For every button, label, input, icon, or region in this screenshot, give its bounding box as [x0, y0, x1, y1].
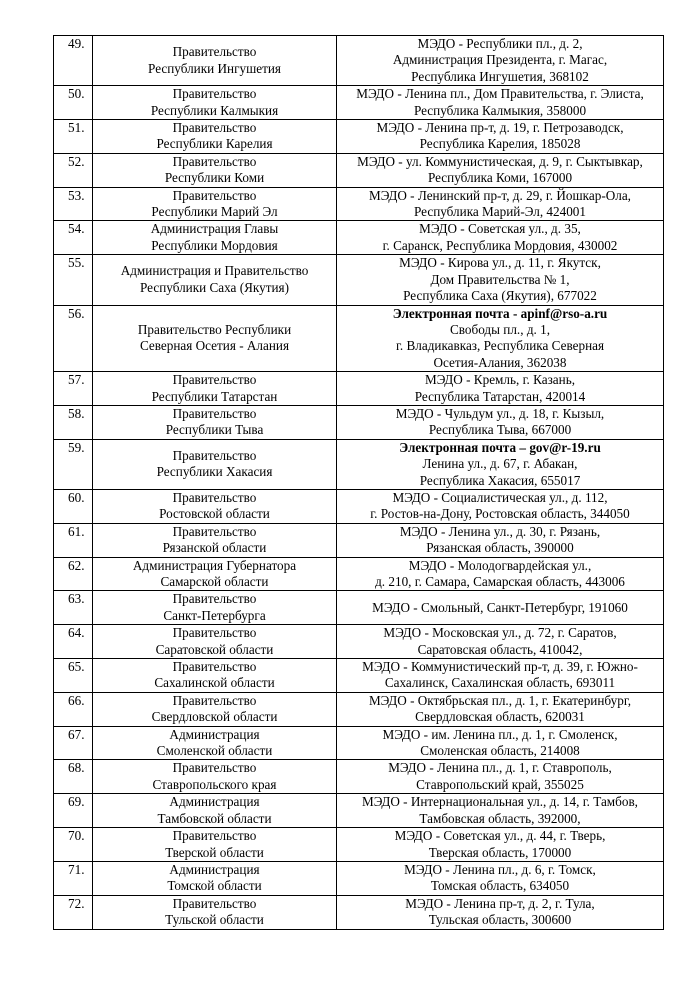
- address-cell: [337, 692, 664, 726]
- address-line: МЭДО - Интернациональная ул., д. 14, г. Тамбов,: [362, 794, 638, 810]
- organization-name-line: Республики Тыва: [165, 422, 264, 438]
- organization-cell: [93, 591, 337, 625]
- address-line: МЭДО - Кремль, г. Казань,: [424, 372, 576, 388]
- organization-name-line: Правительство: [172, 44, 257, 60]
- address-line: Осетия-Алания, 362038: [433, 354, 567, 370]
- table-row: [54, 372, 664, 406]
- table-body: [54, 36, 664, 930]
- table-row: [54, 861, 664, 895]
- address-cell: [337, 36, 664, 86]
- row-number: 56.: [54, 305, 93, 372]
- address-line: Свободы пл., д. 1,: [449, 321, 551, 337]
- address-cell: [337, 86, 664, 120]
- table-row: [54, 895, 664, 929]
- organization-cell: [93, 372, 337, 406]
- address-cell: [337, 523, 664, 557]
- row-number: 72.: [54, 895, 93, 929]
- address-line: МЭДО - ул. Коммунистическая, д. 9, г. Сыктывкар,: [357, 153, 643, 169]
- address-line: г. Саранск, Республика Мордовия, 430002: [382, 237, 618, 253]
- address-cell: [337, 187, 664, 221]
- address-cell: [337, 794, 664, 828]
- table-row: [54, 120, 664, 154]
- address-line: МЭДО - Коммунистический пр-т, д. 39, г. Южно-: [362, 659, 638, 675]
- organization-cell: [93, 895, 337, 929]
- document-page: [53, 35, 663, 930]
- table-row: [54, 187, 664, 221]
- organization-name-line: Правительство: [172, 447, 257, 463]
- table-row: [54, 439, 664, 489]
- table-row: [54, 557, 664, 591]
- address-line: Республика Саха (Якутия), 677022: [403, 288, 597, 304]
- organization-cell: [93, 36, 337, 86]
- address-line: Тамбовская область, 392000,: [419, 810, 581, 826]
- organization-cell: [93, 625, 337, 659]
- address-line: МЭДО - Социалистическая ул., д. 112,: [392, 489, 608, 505]
- table-row: [54, 523, 664, 557]
- address-cell: [337, 895, 664, 929]
- address-cell: [337, 405, 664, 439]
- address-cell: [337, 861, 664, 895]
- organization-cell: [93, 439, 337, 489]
- organization-name-line: Администрация Губернатора: [132, 557, 297, 573]
- address-line: МЭДО - Октябрьская пл., д. 1, г. Екатеринбург,: [368, 692, 632, 708]
- address-cell: [337, 305, 664, 372]
- organization-name-line: Правительство: [172, 760, 257, 776]
- address-line: Рязанская область, 390000: [426, 540, 574, 556]
- address-cell: [337, 557, 664, 591]
- organization-name-line: Республики Коми: [164, 170, 265, 186]
- address-line: МЭДО - Ленина ул., д. 30, г. Рязань,: [399, 523, 601, 539]
- organization-name-line: Республики Калмыкия: [150, 102, 279, 118]
- organization-name-line: Республики Татарстан: [151, 388, 278, 404]
- row-number: 55.: [54, 255, 93, 305]
- organization-name-line: Правительство: [172, 489, 257, 505]
- address-line: МЭДО - Смольный, Санкт-Петербург, 191060: [372, 599, 628, 615]
- organization-name-line: Самарской области: [160, 574, 269, 589]
- address-cell: [337, 625, 664, 659]
- address-line: Смоленская область, 214008: [420, 743, 580, 759]
- address-cell: [337, 591, 664, 625]
- organization-name-line: Республики Хакасия: [156, 464, 273, 480]
- row-number: 57.: [54, 372, 93, 406]
- address-cell: [337, 439, 664, 489]
- organization-name-line: Администрация и Правительство: [120, 263, 309, 279]
- organization-name-line: Ставропольского края: [152, 776, 277, 792]
- address-line: МЭДО - Московская ул., д. 72, г. Саратов,: [383, 625, 617, 641]
- address-line: Дом Правительства № 1,: [430, 271, 570, 287]
- address-line: Республика Татарстан, 420014: [414, 388, 586, 404]
- organization-name-line: Правительство: [172, 692, 257, 708]
- table-row: [54, 760, 664, 794]
- organization-name-line: Правительство: [172, 591, 257, 607]
- address-line: МЭДО - Советская ул., д. 35,: [419, 221, 581, 237]
- table-row: [54, 153, 664, 187]
- table-row: [54, 591, 664, 625]
- table-row: [54, 86, 664, 120]
- row-number: 54.: [54, 221, 93, 255]
- organization-cell: [93, 828, 337, 862]
- organization-name-line: Правительство Республики: [137, 321, 292, 337]
- address-line: Администрация Президента, г. Магас,: [392, 52, 608, 68]
- organization-name-line: Тамбовской области: [157, 810, 272, 826]
- table-row: [54, 659, 664, 693]
- row-number: 68.: [54, 760, 93, 794]
- address-line: МЭДО - Ленина пл., Дом Правительства, г. Элиста,: [356, 86, 644, 102]
- table-row: [54, 489, 664, 523]
- address-line: Республика Карелия, 185028: [419, 136, 581, 152]
- organization-name-line: Тульской области: [165, 912, 264, 928]
- organization-name-line: Республики Саха (Якутия): [140, 279, 289, 295]
- address-cell: [337, 120, 664, 154]
- organization-name-line: Республики Карелия: [156, 136, 273, 152]
- organization-name-line: Рязанской области: [162, 540, 267, 556]
- address-line: Республика Хакасия, 655017: [419, 472, 581, 488]
- address-cell: [337, 760, 664, 794]
- address-cell: [337, 255, 664, 305]
- address-line: Республика Ингушетия, 368102: [411, 68, 589, 84]
- organization-name-line: Тверской области: [165, 844, 264, 860]
- organization-cell: [93, 120, 337, 154]
- organization-name-line: Правительство: [172, 86, 257, 102]
- address-line: Республика Коми, 167000: [427, 170, 573, 186]
- organization-cell: [93, 659, 337, 693]
- address-line: МЭДО - Ленинский пр-т, д. 29, г. Йошкар-Ола,: [369, 187, 631, 203]
- row-number: 63.: [54, 591, 93, 625]
- table-row: [54, 828, 664, 862]
- organization-name-line: Республики Ингушетия: [148, 60, 281, 76]
- table-row: [54, 625, 664, 659]
- organization-cell: [93, 760, 337, 794]
- organization-name-line: Смоленской области: [156, 743, 273, 759]
- address-cell: [337, 372, 664, 406]
- government-address-table: [53, 35, 664, 930]
- organization-name-line: Республики Мордовия: [151, 237, 278, 253]
- address-cell: [337, 659, 664, 693]
- organization-name-line: Администрация: [169, 861, 260, 877]
- table-row: [54, 692, 664, 726]
- organization-name-line: Свердловской области: [151, 709, 278, 725]
- row-number: 66.: [54, 692, 93, 726]
- address-line: МЭДО - Кирова ул., д. 11, г. Якутск,: [399, 255, 601, 271]
- row-number: 62.: [54, 557, 93, 591]
- address-cell: [337, 828, 664, 862]
- organization-name-line: Правительство: [172, 405, 257, 421]
- organization-name-line: Правительство: [172, 120, 257, 136]
- organization-cell: [93, 523, 337, 557]
- address-line: МЭДО - Чульдум ул., д. 18, г. Кызыл,: [395, 405, 605, 421]
- address-line: МЭДО - Ленина пл., д. 1, г. Ставрополь,: [388, 760, 612, 776]
- table-row: [54, 305, 664, 372]
- organization-name-line: Правительство: [172, 625, 257, 641]
- row-number: 53.: [54, 187, 93, 221]
- address-line: МЭДО - Ленина пр-т, д. 19, г. Петрозаводск,: [376, 120, 624, 136]
- address-line: г. Владикавказ, Республика Северная: [395, 338, 605, 354]
- address-line: МЭДО - Республики пл., д. 2,: [417, 36, 583, 51]
- organization-cell: [93, 255, 337, 305]
- address-line: Республика Марий-Эл, 424001: [414, 204, 586, 220]
- row-number: 60.: [54, 489, 93, 523]
- row-number: 71.: [54, 861, 93, 895]
- address-line: МЭДО - им. Ленина пл., д. 1, г. Смоленск,: [382, 726, 618, 742]
- address-line: Свердловская область, 620031: [415, 709, 585, 725]
- organization-cell: [93, 557, 337, 591]
- address-line: Тверская область, 170000: [428, 844, 572, 860]
- organization-cell: [93, 153, 337, 187]
- organization-name-line: Томской области: [167, 878, 262, 894]
- row-number: 69.: [54, 794, 93, 828]
- address-line: Саратовская область, 410042,: [417, 641, 583, 657]
- address-line: Тульская область, 300600: [428, 912, 572, 928]
- organization-cell: [93, 692, 337, 726]
- organization-name-line: Правительство: [172, 828, 257, 844]
- row-number: 67.: [54, 726, 93, 760]
- table-row: [54, 221, 664, 255]
- organization-name-line: Правительство: [172, 659, 257, 675]
- email-address-line: Электронная почта - apinf@rso-a.ru: [392, 305, 608, 321]
- row-number: 59.: [54, 439, 93, 489]
- organization-name-line: Администрация: [169, 794, 260, 810]
- organization-cell: [93, 187, 337, 221]
- organization-name-line: Ростовской области: [159, 506, 270, 522]
- table-row: [54, 36, 664, 86]
- organization-name-line: Правительство: [172, 372, 257, 388]
- row-number: 50.: [54, 86, 93, 120]
- table-row: [54, 726, 664, 760]
- address-line: МЭДО - Советская ул., д. 44, г. Тверь,: [394, 828, 606, 844]
- organization-name-line: Правительство: [172, 187, 257, 203]
- address-line: Ставропольский край, 355025: [416, 776, 584, 792]
- organization-name-line: Правительство: [172, 523, 257, 539]
- organization-name-line: Сахалинской области: [154, 675, 275, 691]
- address-line: МЭДО - Молодогвардейская ул.,: [408, 557, 592, 573]
- row-number: 64.: [54, 625, 93, 659]
- table-row: [54, 405, 664, 439]
- organization-cell: [93, 221, 337, 255]
- address-cell: [337, 726, 664, 760]
- address-line: МЭДО - Ленина пр-т, д. 2, г. Тула,: [405, 895, 595, 911]
- row-number: 65.: [54, 659, 93, 693]
- address-cell: [337, 221, 664, 255]
- organization-name-line: Северная Осетия - Алания: [139, 338, 290, 354]
- organization-cell: [93, 794, 337, 828]
- address-line: д. 210, г. Самара, Самарская область, 443006: [375, 574, 625, 589]
- row-number: 58.: [54, 405, 93, 439]
- row-number: 52.: [54, 153, 93, 187]
- organization-name-line: Правительство: [172, 153, 257, 169]
- table-row: [54, 794, 664, 828]
- address-line: МЭДО - Ленина пл., д. 6, г. Томск,: [404, 861, 596, 877]
- organization-cell: [93, 86, 337, 120]
- organization-cell: [93, 489, 337, 523]
- address-line: Томская область, 634050: [430, 878, 570, 894]
- organization-cell: [93, 305, 337, 372]
- table-row: [54, 255, 664, 305]
- row-number: 61.: [54, 523, 93, 557]
- organization-cell: [93, 405, 337, 439]
- row-number: 49.: [54, 36, 93, 86]
- organization-name-line: Администрация Главы: [150, 221, 279, 237]
- row-number: 51.: [54, 120, 93, 154]
- organization-cell: [93, 861, 337, 895]
- organization-name-line: Правительство: [172, 895, 257, 911]
- organization-name-line: Республики Марий Эл: [151, 204, 278, 220]
- organization-name-line: Санкт-Петербурга: [163, 607, 266, 623]
- organization-name-line: Администрация: [169, 726, 260, 742]
- organization-name-line: Саратовской области: [155, 641, 274, 657]
- email-address-line: Электронная почта – gov@r-19.ru: [399, 439, 601, 455]
- address-line: Сахалинск, Сахалинская область, 693011: [384, 675, 616, 691]
- address-line: Ленина ул., д. 67, г. Абакан,: [422, 456, 578, 472]
- row-number: 70.: [54, 828, 93, 862]
- address-cell: [337, 153, 664, 187]
- address-line: Республика Тыва, 667000: [428, 422, 572, 438]
- address-line: Республика Калмыкия, 358000: [413, 102, 587, 118]
- address-cell: [337, 489, 664, 523]
- organization-cell: [93, 726, 337, 760]
- address-line: г. Ростов-на-Дону, Ростовская область, 344050: [370, 506, 630, 522]
